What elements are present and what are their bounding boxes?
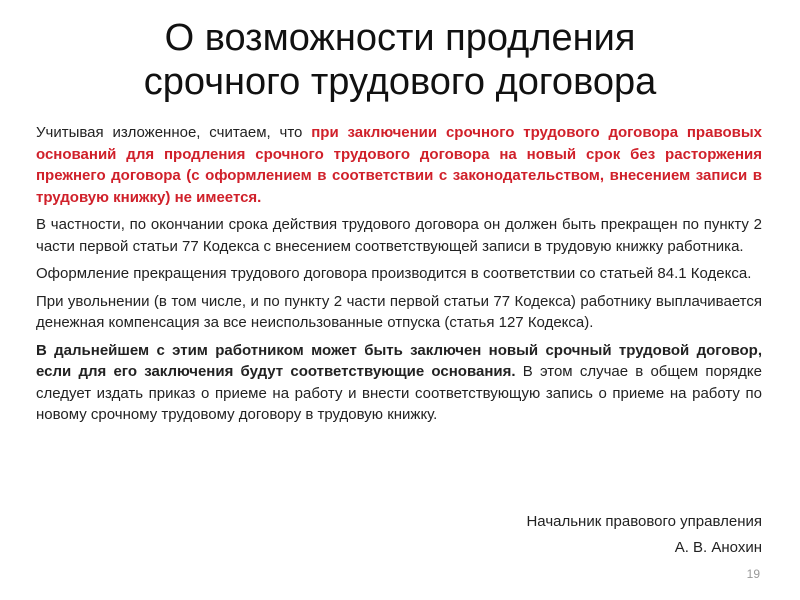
paragraph-5 [36,340,762,426]
page-number: 19 [746,567,760,581]
slide-title [0,16,800,104]
slide-body [36,122,762,432]
slide-title-line-2: срочного трудового договора [143,61,657,103]
signature-block [526,511,762,562]
paragraph-5-rest: В этом случае в общем порядке следует издать приказ о приеме на работу и внести соответствующую запись о приеме на работу по новому срочному трудовому договору в трудовую книжку. [36,363,762,423]
slide-title-line-1: О возможности продления [164,17,636,59]
paragraph-1-highlight: при заключении срочного трудового договора правовых оснований для продления срочного трудового договора на новый срок без расторжения прежнего договора (с оформлением в соответствии с законодательством, внесением записи в трудовую книжку) не имеется. [36,124,762,206]
paragraph-1 [36,122,762,208]
paragraph-4: При увольнении (в том числе, и по пункту 2 части первой статьи 77 Кодекса) работнику выплачивается денежная компенсация за все неиспользованные отпуска (статья 127 Кодекса). [36,292,762,331]
signature-name: А. В. Анохин [674,538,762,556]
paragraph-3: Оформление прекращения трудового договора производится в соответствии со статьей 84.1 Кодекса. [36,265,752,282]
paragraph-5-bold: В дальнейшем с этим работником может быть заключен новый срочный трудовой договор, если для его заключения будут соответствующие основания. [36,341,762,380]
paragraph-1-intro: Учитывая изложенное, считаем, что [36,124,312,141]
signature-position: Начальник правового управления [526,513,762,530]
paragraph-2: В частности, по окончании срока действия трудового договора он должен быть прекращен по пункту 2 части первой статьи 77 Кодекса с внесением соответствующей записи в трудовую книжку работника. [36,216,762,255]
